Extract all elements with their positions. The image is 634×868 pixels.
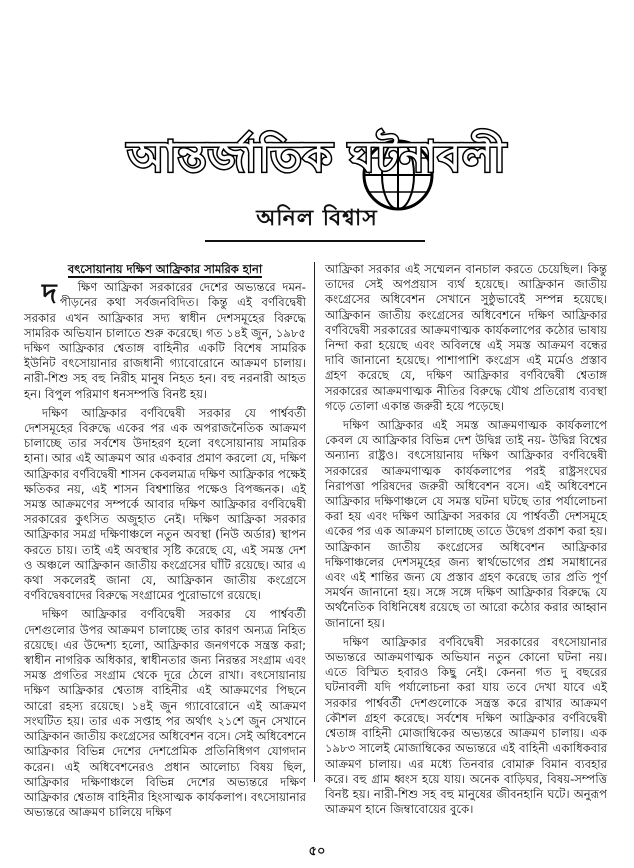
paragraph: আফ্রিকা সরকার এই সম্মেলন বানচাল করতে চেয়েছিল। কিন্তু তাদের সেই অপপ্রয়াস ব্যর্থ হয়েছে। আফ্রিকান জাতীয় কংগ্রেসের অধিবেশন সেখানে সুষ্ঠুভাবেই সম্পন্ন হয়েছে। আফ্রিকান জাতীয় কংগ্রেসের অধিবেশনে দক্ষিণ আফ্রিকার বর্ণবিদ্বেষী সরকারের আক্রমণাত্মক কার্যকলাপের কঠোর ভাষায় নিন্দা করা হয়েছে এবং অবিলম্বে এই সমস্ত আক্রমণ বন্ধের দাবি জানানো হয়েছে। পাশাপাশি কংগ্রেস এই মর্মেও প্রস্তাব গ্রহণ করেছে যে, দক্ষিণ আফ্রিকার বর্ণবিদ্বেষী শ্বেতাঙ্গ সরকারের আক্রমণাত্মক নীতির বিরুদ্ধে যৌথ প্রতিরোধ ব্যবস্থা গড়ে তোলা একান্ত জরুরী হয়ে পড়েছে। <box>325 262 607 413</box>
right-column <box>325 262 607 817</box>
page-number: ৫০ <box>308 844 326 859</box>
left-column <box>24 262 306 836</box>
paragraph: দক্ষিণ আফ্রিকার বর্ণবিদ্বেষী সরকার যে পার্শ্ববর্তী দেশসমূহের বিরুদ্ধে একের পর এক অপরাজনৈতিক আক্রমণ চালাচ্ছে তার সর্বশেষ উদাহরণ হলো বৎসোয়ানায় সামরিক হানা। আর এই আক্রমণ আর একবার প্রমাণ করলো যে, দক্ষিণ আফ্রিকার বর্ণবিদ্বেষী শাসন কেবলমাত্র দক্ষিণ আফ্রিকার পক্ষেই ক্ষতিকর নয়, এই শাসন বিশ্বশান্তির পক্ষেও বিপজ্জনক। এই সমস্ত আক্রমণের সম্পর্কে আবার দক্ষিণ আফ্রিকার বর্ণবিদ্বেষী সরকারের কুৎসিত অজুহাত নেই। দক্ষিণ আফ্রিকা সরকার আফ্রিকার সমগ্র দক্ষিণাঞ্চলে নতুন অবস্থা (নিউ অর্ডার) স্থাপন করতে চায়। তাই এই অবস্থার সৃষ্টি করেছে যে, এই সমস্ত দেশ ও অঞ্চলে আফ্রিকান জাতীয় কংগ্রেসের ঘাঁটি রয়েছে। আর এ কথা সকলেরই জানা যে, আফ্রিকান জাতীয় কংগ্রেসে বর্ণবিদ্বেষবাদের বিরুদ্ধে সংগ্রামের পুরোভাগে রয়েছে। <box>24 405 306 603</box>
author-name: অনিল বিশ্বাস <box>256 205 378 231</box>
author-underline <box>205 240 425 242</box>
paragraph: দক্ষিণ আফ্রিকা সরকারের দেশের অভ্যন্তরে দমন-পীড়নের কথা সর্বজনবিদিত। কিন্তু এই বর্ণবিদ্বেষী সরকার এখন আফ্রিকার সদ্য স্বাধীন দেশসমূহের বিরুদ্ধে সামরিক অভিযান চালাতে শুরু করেছে। গত ১৪ই জুন, ১৯৮৫ দক্ষিণ আফ্রিকার শ্বেতাঙ্গ বাহিনীর একটি বিশেষ সামরিক ইউনিট বৎসোয়ানার রাজধানী গ্যাবোরোনে আক্রমণ চালায়। নারী-শিশু সহ বহু নিরীহ মানুষ নিহত হন। বহু নরনারী আহত হন। বিপুল পরিমাণ ধনসম্পত্তি বিনষ্ট হয়। <box>24 277 306 401</box>
masthead-title: আন্তর্জাতিক ঘটনাবলী <box>127 132 507 181</box>
column-divider <box>314 262 315 782</box>
article-title: বৎসোয়ানায় দক্ষিণ আফ্রিকার সামরিক হানা <box>67 262 263 276</box>
paragraph: দক্ষিণ আফ্রিকার বর্ণবিদ্বেষী সরকারের বৎসোয়ানার অভ্যন্তরে আক্রমণাত্মক অভিযান নতুন কোনো ঘটনা নয়। এতে বিস্মিত হবারও কিছু নেই। কেননা গত দু বছরের ঘটনাবলী যদি পর্যালোচনা করা যায় তবে দেখা যাবে এই সরকার পার্শ্ববর্তী দেশগুলোকে সন্ত্রস্ত করে রাখার আক্রমণ কৌশল গ্রহণ করেছে। সর্বশেষ দক্ষিণ আফ্রিকার বর্ণবিদ্বেষী শ্বেতাঙ্গ বাহিনী মোজাম্বিকের অভ্যন্তরে আক্রমণ চালায়। এক ১৯৮৩ সালেই মোজাম্বিকের অভ্যন্তরে এই বাহিনী একাধিকবার আক্রমণ চালায়। এর মধ্যে তিনবার বোমারু বিমান ব্যবহার করে। বহু গ্রাম ধ্বংস হয়ে যায়। অনেক বাড়িঘর, বিষয়-সম্পত্তি বিনষ্ট হয়। নারী-শিশু সহ বহু মানুষের জীবনহানি ঘটে। অনুরূপ আক্রমণ হানে জিম্বাবোয়ের বুকে। <box>325 634 607 817</box>
paragraph: দক্ষিণ আফ্রিকার এই সমস্ত আক্রমণাত্মক কার্যকলাপে কেবল যে আফ্রিকার বিভিন্ন দেশ উদ্বিগ্ন তাই নয়- উদ্বিগ্ন বিশ্বের অন্যান্য রাষ্ট্রও। বৎসোয়ানায় দক্ষিণ আফ্রিকার বর্ণবিদ্বেষী সরকারের আক্রমণাত্মক কার্যকলাপের পরই রাষ্ট্রসংঘের নিরাপত্তা পরিষদের জরুরী অধিবেশন বসে। এই অধিবেশনে আফ্রিকার দক্ষিণাঞ্চলে যে সমস্ত ঘটনা ঘটছে তার পর্যালোচনা করা হয় এবং দক্ষিণ আফ্রিকা সরকার যে পার্শ্ববর্তী দেশসমূহে একের পর এক আক্রমণ চালাচ্ছে তাতে উদ্বেগ প্রকাশ করা হয়। আফ্রিকান জাতীয় কংগ্রেসের অধিবেশন আফ্রিকার দক্ষিণাঞ্চলের দেশসমূহের জন্য স্বার্থভোগের প্রশ্ন সমাধানের এবং এই শান্তির জন্য যে প্রস্তাব গ্রহণ করেছে তার প্রতি পূর্ণ সমর্থন জানানো হয়। সঙ্গে সঙ্গে দক্ষিণ আফ্রিকার বিরুদ্ধে যে অর্থনৈতিক বিধিনিষেধ রয়েছে তা আরো কঠোর করার আহ্বান জানানো হয়। <box>325 418 607 630</box>
masthead-banner <box>84 112 550 207</box>
paragraph: দক্ষিণ আফ্রিকার বর্ণবিদ্বেষী সরকার যে পার্শ্ববর্তী দেশগুলোর উপর আক্রমণ চালাচ্ছে তার কারণ অন্যত্র নিহিত রয়েছে। এর উদ্দেশ্য হলো, আফ্রিকার জনগণকে সন্ত্রস্ত করা; স্বাধীন নাগরিক অধিকার, স্বাধীনতার জন্য নিরন্তর সংগ্রাম এবং সমস্ত প্রগতির সংগ্রাম থেকে দূরে ঠেলে রাখা। বৎসোয়ানায় দক্ষিণ আফ্রিকার শ্বেতাঙ্গ বাহিনীর এই আক্রমণের পিছনে আরো রহস্য রয়েছে। ১৪ই জুন গ্যাবোরোনে এই আক্রমণ সংঘটিত হয়। তার এক সপ্তাহ পর অর্থাৎ ২১শে জুন সেখানে আফ্রিকান জাতীয় কংগ্রেসের অধিবেশন বসে। সেই অধিবেশনে আফ্রিকার বিভিন্ন দেশের দেশপ্রেমিক প্রতিনিধিগণ যোগদান করেন। এই অধিবেশনেরও প্রধান আলোচ্য বিষয় ছিল, আফ্রিকার দক্ষিণাঞ্চলে বিভিন্ন দেশের অভ্যন্তরে দক্ষিণ আফ্রিকার শ্বেতাঙ্গ বাহিনীর হিংসাত্মক কার্যকলাপ। বৎসোয়ানার অভ্যন্তরে আক্রমণ চালিয়ে দক্ষিণ <box>24 607 306 820</box>
